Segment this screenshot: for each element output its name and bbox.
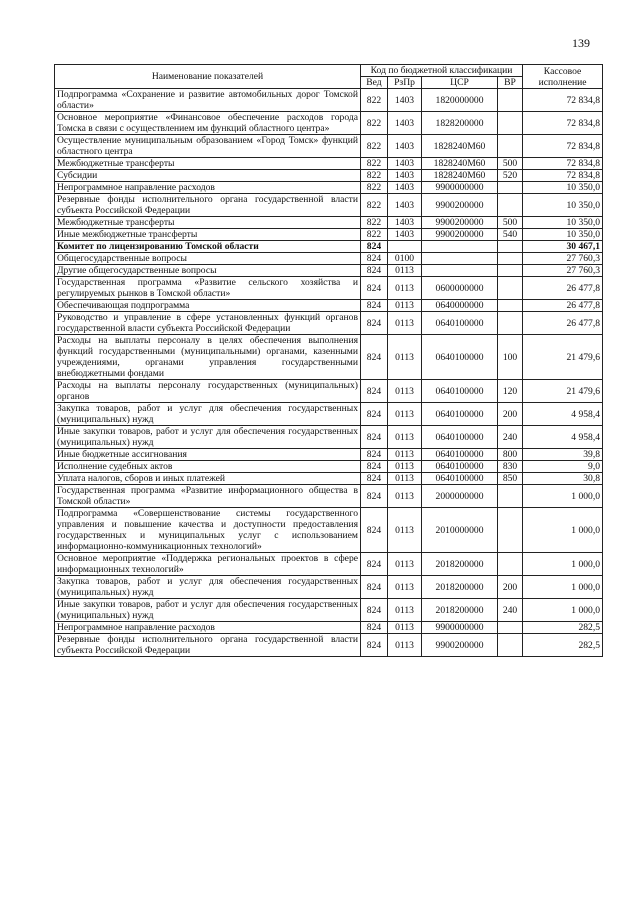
- row-amount-cell: 21 479,6: [523, 335, 603, 380]
- table-row: [55, 508, 603, 553]
- row-csr-cell: 1828240М60: [422, 158, 498, 170]
- row-rzpr-cell: 1403: [388, 135, 422, 158]
- row-amount-cell: 9,0: [523, 461, 603, 473]
- row-rzpr-cell: 1403: [388, 112, 422, 135]
- row-rzpr-cell: 1403: [388, 194, 422, 217]
- row-rzpr-cell: 1403: [388, 182, 422, 194]
- table-row: [55, 158, 603, 170]
- row-ved-cell: 824: [361, 449, 388, 461]
- row-ved-cell: 824: [361, 335, 388, 380]
- table-row: [55, 599, 603, 622]
- row-csr-cell: 0640100000: [422, 426, 498, 449]
- row-amount-cell: 1 000,0: [523, 576, 603, 599]
- row-name-cell: Резервные фонды исполнительного органа государственной власти субъекта Российской Федерации: [55, 194, 361, 217]
- table-row: [55, 622, 603, 634]
- row-ved-cell: 822: [361, 217, 388, 229]
- row-vr-cell: 850: [498, 473, 523, 485]
- row-name-cell: Иные закупки товаров, работ и услуг для обеспечения государственных (муниципальных) нужд: [55, 426, 361, 449]
- row-rzpr-cell: 0113: [388, 485, 422, 508]
- row-vr-cell: 520: [498, 170, 523, 182]
- row-vr-cell: [498, 241, 523, 253]
- row-csr-cell: 9900000000: [422, 622, 498, 634]
- row-name-cell: Резервные фонды исполнительного органа государственной власти субъекта Российской Федерации: [55, 634, 361, 657]
- row-csr-cell: 0640100000: [422, 449, 498, 461]
- row-rzpr-cell: 0113: [388, 622, 422, 634]
- row-amount-cell: 10 350,0: [523, 217, 603, 229]
- row-amount-cell: 4 958,4: [523, 426, 603, 449]
- table-row: [55, 380, 603, 403]
- row-vr-cell: [498, 194, 523, 217]
- row-name-cell: Иные бюджетные ассигнования: [55, 449, 361, 461]
- row-amount-cell: 30 467,1: [523, 241, 603, 253]
- table-row: [55, 253, 603, 265]
- header-code-group: Код по бюджетной классификации: [361, 65, 523, 77]
- row-name-cell: Межбюджетные трансферты: [55, 158, 361, 170]
- table-row: [55, 89, 603, 112]
- row-csr-cell: 9900200000: [422, 634, 498, 657]
- row-rzpr-cell: 0113: [388, 277, 422, 300]
- row-name-cell: Межбюджетные трансферты: [55, 217, 361, 229]
- table-row: [55, 634, 603, 657]
- page-number: 139: [572, 36, 590, 50]
- row-vr-cell: [498, 622, 523, 634]
- row-amount-cell: 72 834,8: [523, 135, 603, 158]
- row-name-cell: Подпрограмма «Сохранение и развитие автомобильных дорог Томской области»: [55, 89, 361, 112]
- row-amount-cell: 39,8: [523, 449, 603, 461]
- row-name-cell: Исполнение судебных актов: [55, 461, 361, 473]
- table-row: [55, 576, 603, 599]
- table-row: [55, 553, 603, 576]
- row-name-cell: Непрограммное направление расходов: [55, 622, 361, 634]
- row-ved-cell: 824: [361, 473, 388, 485]
- table-row: [55, 229, 603, 241]
- row-vr-cell: 500: [498, 158, 523, 170]
- row-name-cell: Государственная программа «Развитие сельского хозяйства и регулируемых рынков в Томской области»: [55, 277, 361, 300]
- row-rzpr-cell: 0113: [388, 508, 422, 553]
- row-csr-cell: [422, 241, 498, 253]
- row-vr-cell: 120: [498, 380, 523, 403]
- row-name-cell: Непрограммное направление расходов: [55, 182, 361, 194]
- row-csr-cell: 9900200000: [422, 229, 498, 241]
- row-amount-cell: 27 760,3: [523, 265, 603, 277]
- row-amount-cell: 72 834,8: [523, 89, 603, 112]
- row-vr-cell: 240: [498, 426, 523, 449]
- row-amount-cell: 1 000,0: [523, 599, 603, 622]
- table-body: [55, 89, 603, 657]
- row-rzpr-cell: 1403: [388, 217, 422, 229]
- row-rzpr-cell: 0113: [388, 265, 422, 277]
- row-vr-cell: 200: [498, 576, 523, 599]
- table-row: [55, 403, 603, 426]
- table-row: [55, 112, 603, 135]
- row-ved-cell: 822: [361, 112, 388, 135]
- row-amount-cell: 1 000,0: [523, 553, 603, 576]
- row-csr-cell: 0640100000: [422, 403, 498, 426]
- row-name-cell: Государственная программа «Развитие информационного общества в Томской области»: [55, 485, 361, 508]
- row-amount-cell: 282,5: [523, 634, 603, 657]
- row-csr-cell: 0640100000: [422, 312, 498, 335]
- row-name-cell: Закупка товаров, работ и услуг для обеспечения государственных (муниципальных) нужд: [55, 403, 361, 426]
- row-name-cell: Осуществление муниципальным образованием «Город Томск» функций областного центра: [55, 135, 361, 158]
- row-name-cell: Субсидии: [55, 170, 361, 182]
- row-ved-cell: 822: [361, 229, 388, 241]
- row-csr-cell: 2000000000: [422, 485, 498, 508]
- row-ved-cell: 824: [361, 403, 388, 426]
- table-row: [55, 217, 603, 229]
- row-csr-cell: [422, 253, 498, 265]
- row-vr-cell: [498, 89, 523, 112]
- row-ved-cell: 824: [361, 461, 388, 473]
- row-amount-cell: 10 350,0: [523, 194, 603, 217]
- row-name-cell: Уплата налогов, сборов и иных платежей: [55, 473, 361, 485]
- row-vr-cell: 100: [498, 335, 523, 380]
- row-ved-cell: 824: [361, 622, 388, 634]
- budget-table: [54, 64, 603, 657]
- row-amount-cell: 1 000,0: [523, 508, 603, 553]
- row-vr-cell: 240: [498, 599, 523, 622]
- row-vr-cell: [498, 485, 523, 508]
- row-rzpr-cell: 0113: [388, 576, 422, 599]
- row-rzpr-cell: 0113: [388, 599, 422, 622]
- row-ved-cell: 824: [361, 576, 388, 599]
- row-csr-cell: 1828240М60: [422, 135, 498, 158]
- table-row: [55, 194, 603, 217]
- row-name-cell: Руководство и управление в сфере установленных функций органов государственной власти субъекта Российской Федерации: [55, 312, 361, 335]
- header-name: Наименование показателей: [55, 65, 361, 89]
- row-csr-cell: 0640100000: [422, 380, 498, 403]
- table-row: [55, 473, 603, 485]
- row-ved-cell: 824: [361, 265, 388, 277]
- row-csr-cell: 9900200000: [422, 217, 498, 229]
- row-vr-cell: [498, 277, 523, 300]
- row-ved-cell: 822: [361, 170, 388, 182]
- row-vr-cell: 200: [498, 403, 523, 426]
- table-row: [55, 449, 603, 461]
- row-csr-cell: 9900200000: [422, 194, 498, 217]
- row-vr-cell: [498, 182, 523, 194]
- row-rzpr-cell: [388, 241, 422, 253]
- row-vr-cell: [498, 312, 523, 335]
- row-name-cell: Расходы на выплаты персоналу государственных (муниципальных) органов: [55, 380, 361, 403]
- row-rzpr-cell: 0113: [388, 300, 422, 312]
- row-amount-cell: 72 834,8: [523, 112, 603, 135]
- row-rzpr-cell: 0100: [388, 253, 422, 265]
- row-ved-cell: 824: [361, 277, 388, 300]
- row-name-cell: Другие общегосударственные вопросы: [55, 265, 361, 277]
- row-rzpr-cell: 1403: [388, 229, 422, 241]
- row-rzpr-cell: 0113: [388, 335, 422, 380]
- table-row: [55, 182, 603, 194]
- row-vr-cell: [498, 253, 523, 265]
- row-csr-cell: 2018200000: [422, 576, 498, 599]
- row-csr-cell: 1828200000: [422, 112, 498, 135]
- row-amount-cell: 10 350,0: [523, 229, 603, 241]
- row-vr-cell: [498, 634, 523, 657]
- row-amount-cell: 72 834,8: [523, 158, 603, 170]
- row-name-cell: Основное мероприятие «Поддержка региональных проектов в сфере информационных технологий»: [55, 553, 361, 576]
- row-csr-cell: 0640100000: [422, 335, 498, 380]
- table-row: [55, 300, 603, 312]
- table-row: [55, 170, 603, 182]
- row-ved-cell: 824: [361, 634, 388, 657]
- row-vr-cell: 540: [498, 229, 523, 241]
- row-csr-cell: 9900000000: [422, 182, 498, 194]
- row-amount-cell: 4 958,4: [523, 403, 603, 426]
- row-vr-cell: 830: [498, 461, 523, 473]
- row-rzpr-cell: 0113: [388, 403, 422, 426]
- row-vr-cell: [498, 265, 523, 277]
- row-name-cell: Иные закупки товаров, работ и услуг для обеспечения государственных (муниципальных) нужд: [55, 599, 361, 622]
- row-amount-cell: 1 000,0: [523, 485, 603, 508]
- row-vr-cell: [498, 112, 523, 135]
- row-name-cell: Обеспечивающая подпрограмма: [55, 300, 361, 312]
- row-rzpr-cell: 0113: [388, 449, 422, 461]
- row-rzpr-cell: 0113: [388, 461, 422, 473]
- row-amount-cell: 72 834,8: [523, 170, 603, 182]
- row-csr-cell: 0640100000: [422, 473, 498, 485]
- row-amount-cell: 27 760,3: [523, 253, 603, 265]
- row-ved-cell: 824: [361, 380, 388, 403]
- row-amount-cell: 26 477,8: [523, 300, 603, 312]
- row-name-cell: Основное мероприятие «Финансовое обеспечение расходов города Томска в связи с осуществлением им функций областного центра»: [55, 112, 361, 135]
- row-ved-cell: 824: [361, 426, 388, 449]
- row-ved-cell: 824: [361, 312, 388, 335]
- row-rzpr-cell: 0113: [388, 426, 422, 449]
- row-rzpr-cell: 1403: [388, 170, 422, 182]
- row-name-cell: Общегосударственные вопросы: [55, 253, 361, 265]
- row-csr-cell: 1820000000: [422, 89, 498, 112]
- row-csr-cell: 0600000000: [422, 277, 498, 300]
- row-rzpr-cell: 0113: [388, 473, 422, 485]
- row-ved-cell: 822: [361, 158, 388, 170]
- row-amount-cell: 26 477,8: [523, 312, 603, 335]
- row-vr-cell: 800: [498, 449, 523, 461]
- row-csr-cell: 1828240М60: [422, 170, 498, 182]
- row-vr-cell: [498, 300, 523, 312]
- row-amount-cell: 21 479,6: [523, 380, 603, 403]
- row-ved-cell: 824: [361, 253, 388, 265]
- row-name-cell: Закупка товаров, работ и услуг для обеспечения государственных (муниципальных) нужд: [55, 576, 361, 599]
- table-row: [55, 265, 603, 277]
- table-row: [55, 277, 603, 300]
- row-csr-cell: 2010000000: [422, 508, 498, 553]
- row-ved-cell: 824: [361, 508, 388, 553]
- row-amount-cell: 30,8: [523, 473, 603, 485]
- row-ved-cell: 822: [361, 135, 388, 158]
- table-row: [55, 485, 603, 508]
- header-ved: Вед: [361, 77, 388, 89]
- table-row: [55, 426, 603, 449]
- row-vr-cell: [498, 135, 523, 158]
- header-csr: ЦСР: [422, 77, 498, 89]
- header-rzpr: РзПр: [388, 77, 422, 89]
- row-rzpr-cell: 1403: [388, 158, 422, 170]
- table-row: [55, 312, 603, 335]
- row-ved-cell: 824: [361, 485, 388, 508]
- row-name-cell: Иные межбюджетные трансферты: [55, 229, 361, 241]
- row-rzpr-cell: 0113: [388, 553, 422, 576]
- row-amount-cell: 10 350,0: [523, 182, 603, 194]
- row-ved-cell: 822: [361, 194, 388, 217]
- row-vr-cell: 500: [498, 217, 523, 229]
- row-name-cell: Расходы на выплаты персоналу в целях обеспечения выполнения функций государственными (муниципальными) органами, казенными учреждениями, органами управления государственными внебюджетными фондами: [55, 335, 361, 380]
- row-ved-cell: 822: [361, 89, 388, 112]
- row-name-cell: Комитет по лицензированию Томской области: [55, 241, 361, 253]
- header-amount: Кассовое исполнение: [523, 65, 603, 89]
- row-amount-cell: 282,5: [523, 622, 603, 634]
- row-ved-cell: 824: [361, 553, 388, 576]
- row-amount-cell: 26 477,8: [523, 277, 603, 300]
- table-row: [55, 461, 603, 473]
- row-csr-cell: 2018200000: [422, 553, 498, 576]
- row-csr-cell: 0640100000: [422, 461, 498, 473]
- table-row: [55, 135, 603, 158]
- header-vr: ВР: [498, 77, 523, 89]
- row-vr-cell: [498, 508, 523, 553]
- row-rzpr-cell: 0113: [388, 634, 422, 657]
- row-csr-cell: 0640000000: [422, 300, 498, 312]
- row-ved-cell: 824: [361, 599, 388, 622]
- table-row: [55, 335, 603, 380]
- row-ved-cell: 824: [361, 300, 388, 312]
- row-ved-cell: 822: [361, 182, 388, 194]
- row-csr-cell: 2018200000: [422, 599, 498, 622]
- row-rzpr-cell: 1403: [388, 89, 422, 112]
- row-name-cell: Подпрограмма «Совершенствование системы государственного управления и повышение качества и доступности предоставления государственных и муниципальных услуг с использованием информационно-коммуникационных технологий»: [55, 508, 361, 553]
- row-rzpr-cell: 0113: [388, 312, 422, 335]
- table-row: [55, 241, 603, 253]
- row-csr-cell: [422, 265, 498, 277]
- row-vr-cell: [498, 553, 523, 576]
- row-rzpr-cell: 0113: [388, 380, 422, 403]
- row-ved-cell: 824: [361, 241, 388, 253]
